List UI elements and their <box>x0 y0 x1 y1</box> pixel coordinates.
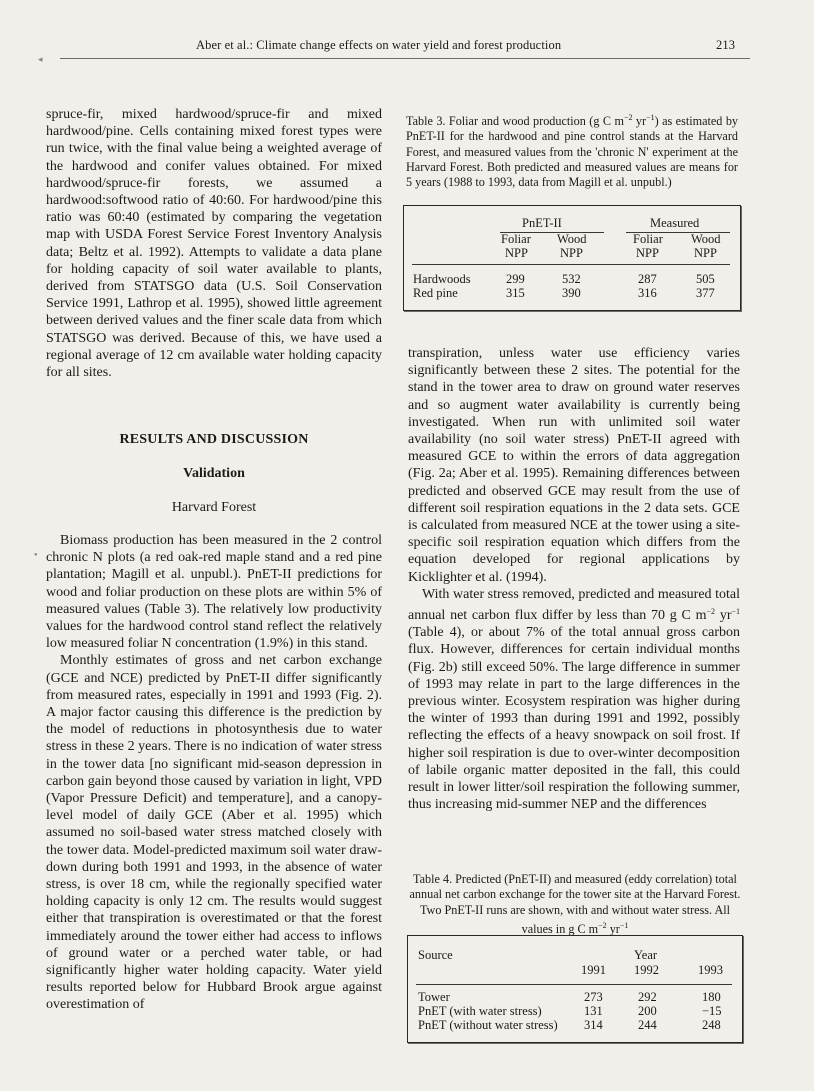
scan-dot: ● <box>34 552 38 558</box>
table3-cell: 505 <box>696 272 715 286</box>
table3-header-rule <box>412 264 730 265</box>
table3-cell: 287 <box>638 272 657 286</box>
table4-cell: 131 <box>584 1004 603 1018</box>
table3-cell: 299 <box>506 272 525 286</box>
table3-row-label: Red pine <box>413 286 458 300</box>
table4-caption: Table 4. Predicted (PnET-II) and measured (eddy correlation) total annual net carbon exchange for the tower site at the Harvard Forest. Two PnET-II runs are shown, with and without water stress. All values in g C $m^{-2}$ $yr^{-1}$ <box>409 872 741 936</box>
left-column-body <box>46 532 382 1014</box>
table4-col-source: Source <box>418 948 453 962</box>
table4-cell: 200 <box>638 1004 657 1018</box>
scan-mark: ◂ <box>38 54 43 64</box>
table3-npp-3: NPP <box>636 246 659 260</box>
header-rule <box>60 58 750 59</box>
table3-col-wood-pnet: Wood <box>557 232 587 246</box>
paragraph-biomass: Biomass production has been measured in the 2 control chronic N plots (a red oak-red maple stand and a red pine plantation; Magill et al. unpubl.). PnET-II predictions for wood and foliar production on these plots are within 5% of measured values (Table 3). The relatively low productivity values for the hardwood control stand reflect the relatively low measured foliar N concentration (1.9%) in this stand. <box>46 533 382 652</box>
page-number: 213 <box>716 38 736 52</box>
table4-row-label: PnET (with water stress) <box>418 1004 542 1018</box>
table3-col-wood-measured: Wood <box>691 232 721 246</box>
table3-cell: 532 <box>562 272 581 286</box>
table3-cell: 315 <box>506 286 525 300</box>
paragraph-stress: With water stress removed, predicted and measured total annual net carbon flux differ by less than 70 g C $m^{-2}$ $yr^{-1}$ (Table 4), or about 7% of the total annual gross carbon flux. However, differences for certain individual months (Fig. 2b) still exceed 50%. The large difference in summer of 1993 may relate in part to the large differences in the previous winter. Ecosystem respiration was higher during the winter of 1993 than during 1991 and 1992, possibly reflecting the effects of a heavy snowpack on soil frost. If higher soil respiration is due to over-winter decomposition of labile organic matter deposited in the fall, this could result in lower litter/soil respiration the following summer, thus increasing mid-summer NEP and the differences <box>408 586 740 813</box>
table3-group-pnet: PnET-II <box>522 216 562 230</box>
table3-npp-2: NPP <box>560 246 583 260</box>
table3-col-foliar-measured: Foliar <box>633 232 663 246</box>
table4-year-1992: 1992 <box>634 963 659 977</box>
paragraph-transpiration: transpiration, unless water use efficiency varies significantly between these 2 sites. The potential for the stand in the tower area to draw on ground water reserves and so augment water availability is currently being investigated. When run with unlimited soil water availability (no soil water stress) PnET-II agreed with measured GCE to within the errors of data aggregation (Fig. 2a; Aber et al. 1995). Remaining differences between predicted and observed GCE may result from the use of different soil respiration equations in the 2 data sets. GCE is calculated from measured NCE at the tower using a site-specific soil respiration equation which differs from the equation developed for regional applications by Kicklighter et al. (1994). <box>408 346 740 585</box>
table4-cell: −15 <box>702 1004 722 1018</box>
paragraph-monthly: Monthly estimates of gross and net carbon exchange (GCE and NCE) predicted by PnET-II differ significantly from measured rates, especially in 1991 and 1993 (Fig. 2). A major factor causing this difference is the prediction by the model of reductions in photosynthesis due to water stress in these 2 years. There is no indication of water stress in the tower data [no significant mid-season depression in carbon gain beyond those caused by variation in light, VPD (Vapor Pressure Deficit) and temperature], and a canopy-level model of daily GCE (Aber et al. 1995) which assumed no soil-based water stress matched closely with the tower data. Model-predicted maximum soil water draw-down during both 1991 and 1993, in the absence of water stress, is over 18 cm, while the regionally specified water holding capacity is only 12 cm. The results would suggest either that transpiration is overestimated or that the forest immediately around the tower either had access to inflows of ground water or a perched water table, or had significantly higher water holding capacity. Water yield results reported below for Hubbard Brook argue against overestimation of <box>46 653 382 1013</box>
subsubsection-heading: Harvard Forest <box>171 500 257 515</box>
table4-cell: 273 <box>584 990 603 1004</box>
table4-year-1993: 1993 <box>698 963 723 977</box>
table4-row-label: PnET (without water stress) <box>418 1018 558 1032</box>
left-column-top <box>46 106 382 381</box>
table4-cell: 248 <box>702 1018 721 1032</box>
table3 <box>403 205 741 311</box>
table3-cell: 316 <box>638 286 657 300</box>
table3-col-foliar-pnet: Foliar <box>501 232 531 246</box>
intro-paragraph: spruce-fir, mixed hardwood/spruce-fir and mixed hardwood/pine. Cells containing mixed forest types were run twice, with the final value being a weighted average of the hardwood and conifer values obtained. For mixed hardwood/spruce-fir forests, we assumed a hardwood:softwood ratio of 40:60. For hardwood/pine this ratio was 60:40 (estimated by comparing the vegetation map with USDA Forest Service Forest Inventory Analysis data; Beltz et al. 1992). Attempts to validate a data plane for holding capacity of soil water available to plants, derived from STATSGO data (U.S. Soil Conservation Service 1991, Lathrop et al. 1995), showed little agreement between derived values and the finer scale data from which STATSGO was derived. Because of this, we have used a regional average of 12 cm available water holding capacity for all sites. <box>46 107 382 381</box>
subsection-heading: Validation <box>183 466 245 481</box>
table3-npp-1: NPP <box>505 246 528 260</box>
table4-cell: 292 <box>638 990 657 1004</box>
right-column-body <box>408 345 740 813</box>
table4-cell: 314 <box>584 1018 603 1032</box>
table3-caption: Table 3. Foliar and wood production (g C $m^{-2}$ $yr^{-1}$) as estimated by PnET-II for the hardwood and pine control stands at the Harvard Forest, and measured values from the 'chronic N' experiment at the Harvard Forest. Both predicted and measured values are means for 5 years (1988 to 1993, data from Magill et al. unpubl.) <box>406 113 739 190</box>
table4-header-rule <box>416 984 732 985</box>
table3-group-measured: Measured <box>650 216 700 230</box>
table3-row-label: Hardwoods <box>413 272 471 286</box>
table4-cell: 244 <box>638 1018 657 1032</box>
table3-cell: 377 <box>696 286 715 300</box>
running-title: Aber et al.: Climate change effects on water yield and forest production <box>196 38 562 52</box>
section-heading: RESULTS AND DISCUSSION <box>119 432 309 447</box>
table3-cell: 390 <box>562 286 581 300</box>
table4 <box>407 935 743 1043</box>
table4-year-1991: 1991 <box>581 963 606 977</box>
table4-year-label: Year <box>634 948 658 962</box>
table3-npp-4: NPP <box>694 246 717 260</box>
table4-row-label: Tower <box>418 990 450 1004</box>
table4-cell: 180 <box>702 990 721 1004</box>
